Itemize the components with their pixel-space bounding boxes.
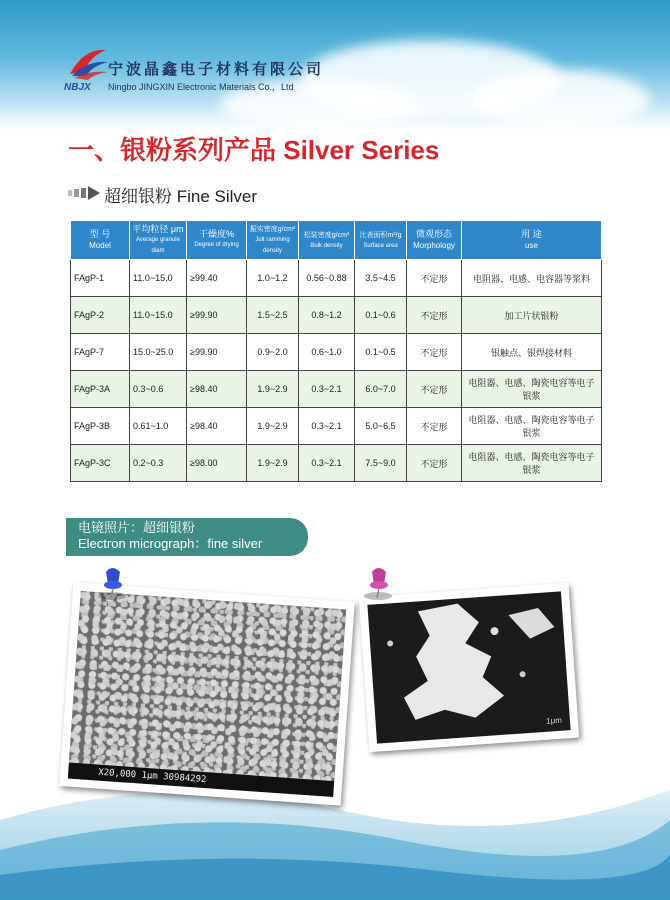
- cell-area: 6.0~7.0: [355, 371, 407, 408]
- cell-size: 0.3~0.6: [130, 371, 187, 408]
- micrograph-image-left: [68, 591, 346, 797]
- header-area: 比表面积m²/g Surface area: [355, 221, 407, 260]
- cell-size: 15.0~25.0: [130, 334, 187, 371]
- cell-drying: ≥98.00: [187, 445, 247, 482]
- cell-jolt: 0.9~2.0: [247, 334, 299, 371]
- company-name-en: Ningbo JINGXIN Electronic Materials Co.，Ltd: [108, 82, 294, 92]
- table-row: [71, 371, 602, 408]
- page-title: 一、银粉系列产品 Silver Series: [68, 135, 440, 165]
- cell-size: 0.2~0.3: [130, 445, 187, 482]
- cell-morph: 不定形: [407, 297, 462, 334]
- cell-model: FAgP-3B: [71, 408, 130, 445]
- cell-model: FAgP-3C: [71, 445, 130, 482]
- cell-area: 0.1~0.5: [355, 334, 407, 371]
- header-use: 用 途 use: [462, 221, 602, 260]
- cell-bulk: 0.6~1.0: [299, 334, 355, 371]
- arrow-icon: [68, 186, 100, 200]
- cell-morph: 不定形: [407, 334, 462, 371]
- cell-use: 加工片状银粉: [462, 297, 602, 334]
- push-pin-icon: [358, 566, 398, 602]
- cell-bulk: 0.8~1.2: [299, 297, 355, 334]
- cell-model: FAgP-1: [71, 260, 130, 297]
- header-bulk: 松装密度g/cm³ Bulk density: [299, 221, 355, 260]
- cell-area: 5.0~6.5: [355, 408, 407, 445]
- cell-bulk: 0.3~2.1: [299, 408, 355, 445]
- cell-jolt: 1.9~2.9: [247, 371, 299, 408]
- cell-morph: 不定形: [407, 408, 462, 445]
- cell-use: 电阻器、电感、陶瓷电容等电子银浆: [462, 371, 602, 408]
- push-pin-icon: [92, 566, 132, 602]
- micrograph-photo-right: [359, 583, 579, 752]
- cell-drying: ≥99.40: [187, 260, 247, 297]
- cell-size: 0.61~1.0: [130, 408, 187, 445]
- header-model: 型 号 Model: [71, 221, 130, 260]
- cell-jolt: 1.9~2.9: [247, 445, 299, 482]
- cell-model: FAgP-7: [71, 334, 130, 371]
- cell-drying: ≥98.40: [187, 408, 247, 445]
- cell-drying: ≥98.40: [187, 371, 247, 408]
- cell-bulk: 0.3~2.1: [299, 371, 355, 408]
- micrograph-caption-left: X20,000 1μm 30984292: [68, 763, 334, 798]
- cell-morph: 不定形: [407, 260, 462, 297]
- cell-area: 7.5~9.0: [355, 445, 407, 482]
- header-drying: 干燥度% Degree of drying: [187, 221, 247, 260]
- cell-morph: 不定形: [407, 371, 462, 408]
- micrograph-banner: [66, 518, 308, 556]
- cell-jolt: 1.0~1.2: [247, 260, 299, 297]
- cell-jolt: 1.5~2.5: [247, 297, 299, 334]
- banner-line-en: Electron micrograph：fine silver: [78, 536, 263, 551]
- cell-use: 电阻器、电感、陶瓷电容等电子银浆: [462, 445, 602, 482]
- header-jolt: 振实密度g/cm³ Jolt ramming density: [247, 221, 299, 260]
- cell-area: 3.5~4.5: [355, 260, 407, 297]
- cell-morph: 不定形: [407, 445, 462, 482]
- table-header-row: [71, 221, 602, 260]
- cell-use: 电阻器、电感、陶瓷电容等电子银浆: [462, 408, 602, 445]
- cell-size: 11.0~15.0: [130, 297, 187, 334]
- micrograph-photo-left: [59, 582, 355, 805]
- table-row: [71, 334, 602, 371]
- cell-use: 电阻器、电感、电容器等浆料: [462, 260, 602, 297]
- table-row: [71, 408, 602, 445]
- cell-drying: ≥99.90: [187, 297, 247, 334]
- logo-text: NBJX: [64, 82, 91, 93]
- cell-model: FAgP-3A: [71, 371, 130, 408]
- table-row: [71, 445, 602, 482]
- cell-area: 0.1~0.6: [355, 297, 407, 334]
- header-size: 平均粒径 μm Average granule diam: [130, 221, 187, 260]
- table-row: [71, 260, 602, 297]
- cell-use: 银触点、银焊接材料: [462, 334, 602, 371]
- section-title: 超细银粉 Fine Silver: [104, 187, 258, 206]
- micrograph-caption-right: 1μm: [545, 715, 563, 726]
- spec-table: [70, 220, 602, 482]
- cell-bulk: 0.3~2.1: [299, 445, 355, 482]
- cell-size: 11.0~15.0: [130, 260, 187, 297]
- cell-drying: ≥99.90: [187, 334, 247, 371]
- cell-bulk: 0.56~0.88: [299, 260, 355, 297]
- company-name-cn: 宁波晶鑫电子材料有限公司: [108, 61, 325, 78]
- table-row: [71, 297, 602, 334]
- header-morph: 微观形态 Morphology: [407, 221, 462, 260]
- cell-jolt: 1.9~2.9: [247, 408, 299, 445]
- cloud-decoration: [470, 70, 650, 130]
- cell-model: FAgP-2: [71, 297, 130, 334]
- banner-line-cn: 电镜照片：超细银粉: [78, 520, 196, 535]
- micrograph-image-right: [367, 591, 570, 743]
